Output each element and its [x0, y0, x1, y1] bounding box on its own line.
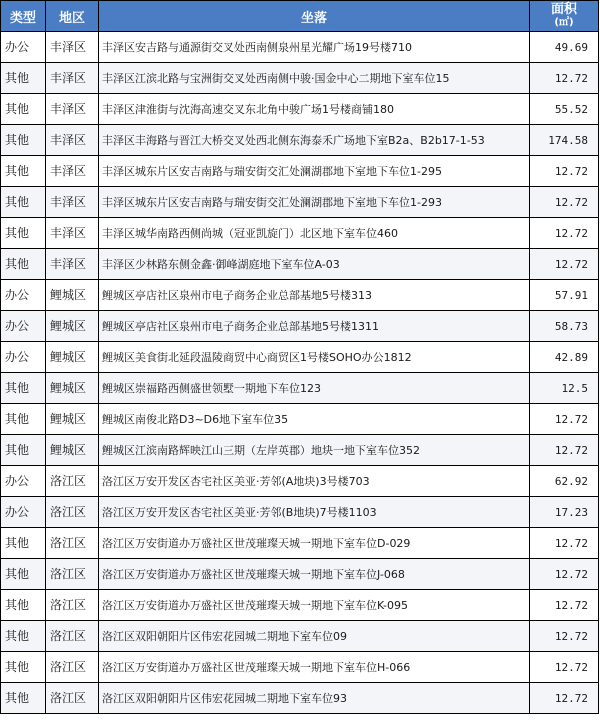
table-row	[1, 32, 599, 63]
table-row	[1, 404, 599, 435]
cell-type: 其他	[1, 156, 46, 187]
cell-district: 鲤城区	[46, 280, 99, 311]
cell-location: 丰泽区少林路东侧金鑫·御峰湖庭地下室车位A-03	[99, 249, 530, 280]
cell-district: 丰泽区	[46, 187, 99, 218]
cell-type: 其他	[1, 249, 46, 280]
table-row	[1, 683, 599, 714]
cell-location: 洛江区双阳朝阳片区伟宏花园城二期地下室车位09	[99, 621, 530, 652]
cell-size: 12.72	[530, 63, 599, 94]
cell-district: 丰泽区	[46, 125, 99, 156]
cell-size: 12.72	[530, 590, 599, 621]
cell-size: 12.72	[530, 559, 599, 590]
cell-size: 57.91	[530, 280, 599, 311]
table-row	[1, 249, 599, 280]
cell-size: 12.72	[530, 683, 599, 714]
cell-district: 丰泽区	[46, 218, 99, 249]
cell-type: 办公	[1, 32, 46, 63]
cell-size: 12.72	[530, 528, 599, 559]
cell-size: 49.69	[530, 32, 599, 63]
cell-district: 洛江区	[46, 466, 99, 497]
table-row	[1, 497, 599, 528]
cell-location: 鲤城区亭店社区泉州市电子商务企业总部基地5号楼313	[99, 280, 530, 311]
cell-location: 洛江区万安开发区杏宅社区美亚·芳邻(B地块)7号楼1103	[99, 497, 530, 528]
cell-district: 洛江区	[46, 621, 99, 652]
cell-type: 办公	[1, 497, 46, 528]
table-row	[1, 342, 599, 373]
cell-location: 洛江区双阳朝阳片区伟宏花园城二期地下室车位93	[99, 683, 530, 714]
cell-district: 鲤城区	[46, 404, 99, 435]
cell-type: 其他	[1, 187, 46, 218]
cell-size: 12.72	[530, 621, 599, 652]
cell-district: 洛江区	[46, 497, 99, 528]
cell-type: 其他	[1, 404, 46, 435]
cell-size: 12.5	[530, 373, 599, 404]
cell-location: 洛江区万安街道办万盛社区世茂璀璨天城一期地下室车位J-068	[99, 559, 530, 590]
cell-type: 其他	[1, 683, 46, 714]
table-row	[1, 652, 599, 683]
cell-location: 鲤城区崇福路西侧盛世领墅一期地下车位123	[99, 373, 530, 404]
cell-type: 其他	[1, 559, 46, 590]
cell-district: 丰泽区	[46, 94, 99, 125]
cell-location: 丰泽区丰海路与晋江大桥交叉处西北侧东海泰禾广场地下室B2a、B2b17-1-53	[99, 125, 530, 156]
cell-district: 鲤城区	[46, 311, 99, 342]
cell-district: 丰泽区	[46, 32, 99, 63]
cell-type: 办公	[1, 311, 46, 342]
cell-district: 丰泽区	[46, 63, 99, 94]
cell-district: 丰泽区	[46, 249, 99, 280]
cell-location: 丰泽区城东片区安吉南路与瑞安街交汇处澜湖郡地下室地下车位1-293	[99, 187, 530, 218]
table-row	[1, 435, 599, 466]
header-size	[530, 1, 599, 32]
header-location: 坐落	[99, 1, 530, 32]
cell-location: 洛江区万安街道办万盛社区世茂璀璨天城一期地下室车位D-029	[99, 528, 530, 559]
header-size-unit: (㎡)	[554, 17, 574, 28]
cell-type: 其他	[1, 373, 46, 404]
table-row	[1, 466, 599, 497]
cell-district: 鲤城区	[46, 373, 99, 404]
cell-location: 丰泽区江滨北路与宝洲街交叉处西南侧中骏·国金中心二期地下室车位15	[99, 63, 530, 94]
cell-size: 12.72	[530, 218, 599, 249]
table-row	[1, 528, 599, 559]
cell-type: 其他	[1, 652, 46, 683]
cell-location: 丰泽区津淮街与沈海高速交叉东北角中骏广场1号楼商铺180	[99, 94, 530, 125]
cell-type: 其他	[1, 528, 46, 559]
cell-size: 12.72	[530, 404, 599, 435]
cell-size: 17.23	[530, 497, 599, 528]
cell-type: 办公	[1, 342, 46, 373]
cell-location: 鲤城区亭店社区泉州市电子商务企业总部基地5号楼1311	[99, 311, 530, 342]
cell-size: 12.72	[530, 187, 599, 218]
cell-location: 鲤城区江滨南路辉映江山三期（左岸英郡）地块一地下室车位352	[99, 435, 530, 466]
cell-size: 12.72	[530, 156, 599, 187]
cell-type: 其他	[1, 94, 46, 125]
header-size-label: 面积	[550, 2, 577, 17]
cell-location: 洛江区万安街道办万盛社区世茂璀璨天城一期地下室车位K-095	[99, 590, 530, 621]
cell-size: 62.92	[530, 466, 599, 497]
cell-location: 丰泽区安吉路与通源街交叉处西南侧泉州星光耀广场19号楼710	[99, 32, 530, 63]
cell-size: 12.72	[530, 249, 599, 280]
cell-size: 174.58	[530, 125, 599, 156]
cell-district: 洛江区	[46, 590, 99, 621]
cell-district: 洛江区	[46, 559, 99, 590]
cell-district: 丰泽区	[46, 156, 99, 187]
cell-location: 洛江区万安开发区杏宅社区美亚·芳邻(A地块)3号楼703	[99, 466, 530, 497]
cell-type: 其他	[1, 590, 46, 621]
header-district: 地区	[46, 1, 99, 32]
table-row	[1, 559, 599, 590]
cell-district: 洛江区	[46, 652, 99, 683]
cell-size: 55.52	[530, 94, 599, 125]
cell-district: 洛江区	[46, 528, 99, 559]
cell-type: 其他	[1, 218, 46, 249]
cell-type: 其他	[1, 435, 46, 466]
table-row	[1, 218, 599, 249]
cell-type: 办公	[1, 280, 46, 311]
cell-location: 洛江区万安街道办万盛社区世茂璀璨天城一期地下室车位H-066	[99, 652, 530, 683]
header-type: 类型	[1, 1, 46, 32]
cell-type: 其他	[1, 621, 46, 652]
cell-location: 丰泽区城东片区安吉南路与瑞安街交汇处澜湖郡地下室地下车位1-295	[99, 156, 530, 187]
cell-type: 其他	[1, 63, 46, 94]
table-row	[1, 311, 599, 342]
table-row	[1, 156, 599, 187]
table-row	[1, 94, 599, 125]
cell-type: 其他	[1, 125, 46, 156]
cell-district: 洛江区	[46, 683, 99, 714]
table-row	[1, 187, 599, 218]
cell-location: 鲤城区美食街北延段温陵商贸中心商贸区1号楼SOHO办公1812	[99, 342, 530, 373]
cell-district: 鲤城区	[46, 435, 99, 466]
table-row	[1, 63, 599, 94]
cell-location: 丰泽区城华南路西侧尚城（冠亚凯旋门）北区地下室车位460	[99, 218, 530, 249]
cell-type: 办公	[1, 466, 46, 497]
cell-size: 42.89	[530, 342, 599, 373]
table-row	[1, 125, 599, 156]
table-row	[1, 590, 599, 621]
cell-size: 58.73	[530, 311, 599, 342]
table-row	[1, 280, 599, 311]
table-row	[1, 373, 599, 404]
table-row	[1, 621, 599, 652]
cell-district: 鲤城区	[46, 342, 99, 373]
cell-location: 鲤城区南俊北路D3~D6地下室车位35	[99, 404, 530, 435]
cell-size: 12.72	[530, 652, 599, 683]
cell-size: 12.72	[530, 435, 599, 466]
table-header-row	[1, 1, 599, 32]
